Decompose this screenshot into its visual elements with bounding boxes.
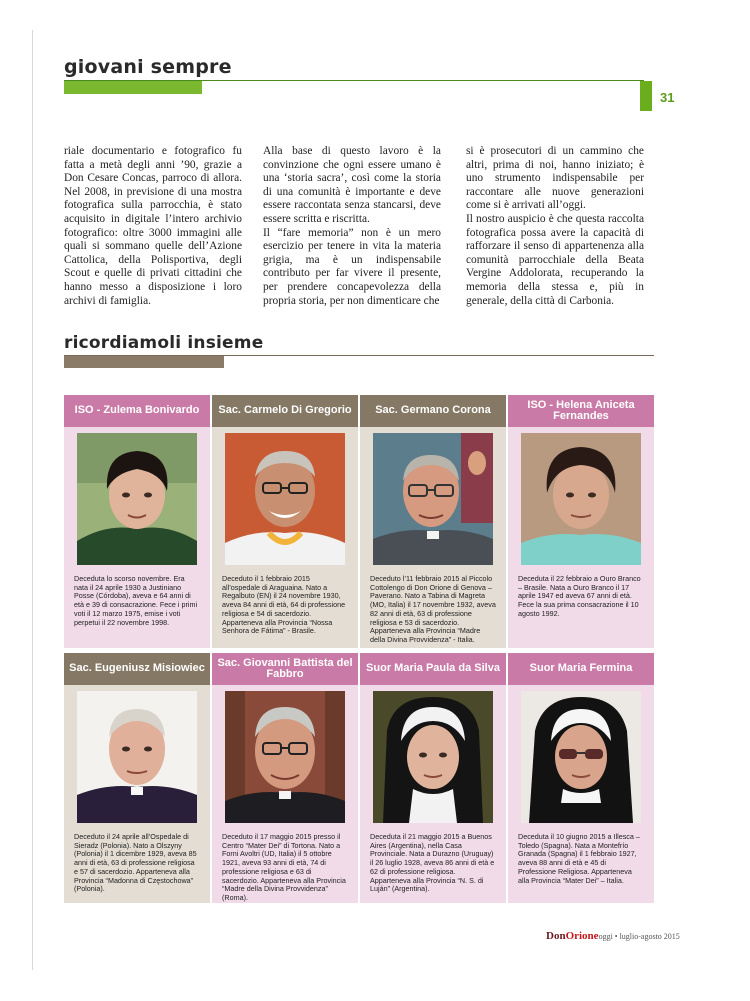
- memorial-card: [64, 395, 210, 648]
- intro-paragraph: si è prosecutori di un cammino che altri, prima di noi, hanno iniziato; è uno strumento indispensabile per raccontare alle nuove generazioni come si è arrivati all’oggi.: [466, 145, 644, 212]
- intro-column-1: [64, 145, 242, 308]
- memorial-card: [64, 653, 210, 903]
- card-name: Sac. Eugeniusz Misiowiec: [64, 653, 210, 685]
- card-bio: Deceduto il 24 aprile all’Ospedale di Sieradz (Polonia). Nato a Olszyny (Polonia) il 1 dicembre 1929, aveva 85 anni di età, 63 di professione religiosa e 57 di sacerdozio. Apparteneva alla Provincia “Madonna di Częstochowa” (Polonia).: [74, 832, 197, 894]
- memorial-card: [212, 395, 358, 648]
- card-name: Sac. Giovanni Battista del Fabbro: [212, 653, 358, 685]
- brand-orione: Orione: [565, 930, 599, 942]
- portrait-photo: [225, 691, 345, 823]
- intro-column-3: [466, 145, 644, 308]
- section-title: giovani sempre: [64, 56, 232, 78]
- portrait-photo: [521, 433, 641, 565]
- intro-paragraph: Alla base di questo lavoro è la convinzione che ogni essere umano è una ‘storia sacra’, così come la storia di una comunità è importante e deve essere raccontata senza stancarsi, deve essere scritta e riscritta.: [263, 145, 441, 225]
- portrait-photo: [373, 691, 493, 823]
- portrait-photo: [373, 433, 493, 565]
- portrait-photo: [521, 691, 641, 823]
- card-bio: Deceduta il 10 giugno 2015 a Illesca – Toledo (Spagna). Nata a Montefrío Granada (Spagna) il 1 febbraio 1927, aveva 88 anni di età e 45 di Professione Religiosa. Apparteneva alla Provincia “Mater Dei” – Italia.: [518, 832, 640, 885]
- magazine-brand: [546, 930, 680, 942]
- section-title-ricordiamoli: ricordiamoli insieme: [64, 333, 264, 353]
- card-bio: Deceduto il 1 febbraio 2015 all’ospedale di Araguaina. Nato a Regalbuto (EN) il 24 novembre 1930, aveva 84 anni di età, 64 di professione religiosa e 54 di sacerdozio. Apparteneva alla Provincia “Nossa Senhora de Fátima” - Brasile.: [222, 574, 346, 636]
- page-number: 31: [660, 90, 675, 105]
- card-name: Suor Maria Paula da Silva: [360, 653, 506, 685]
- memorial-card: [360, 653, 506, 903]
- card-bio: Deceduto l’11 febbraio 2015 al Piccolo Cottolengo di Don Orione di Genova – Paverano. Nato a Tabina di Magreta (MO, Italia) il 17 novembre 1932, aveva 82 anni di età, 63 di professione religiosa e 53 di sacerdozio. Apparteneva alla Provincia “Madre della Divina Provvidenza” - Italia.: [370, 574, 496, 644]
- title-accent-bar: [64, 81, 202, 94]
- card-name: Sac. Carmelo Di Gregorio: [212, 395, 358, 427]
- intro-paragraph: Il nostro auspicio è che questa raccolta fotografica possa avere la capacità di rafforzare il senso di appartenenza alla comunità parrocchiale della Beata Vergine Addolorata, recuperando la memoria della stessa e, più in generale, della città di Carbonia.: [466, 212, 644, 307]
- memorial-card: [508, 653, 654, 903]
- section-accent-bar: [64, 356, 224, 368]
- intro-paragraph: Il “fare memoria” non è un mero esercizio per tenere in vita la materia grigia, ma è un indispensabile contributo per far vivere il presente, per prendere concapevolezza della propria storia, per non dimenticare che: [263, 226, 441, 307]
- card-bio: Deceduta lo scorso novembre. Era nata il 24 aprile 1930 a Justiniano Posse (Córdoba), aveva e 64 anni di età e 39 di consacrazione. Fece i primi voti il 12 marzo 1975, emise i voti perpetui il 22 novembre 1998.: [74, 574, 198, 627]
- card-bio: Deceduto il 17 maggio 2015 presso il Centro “Mater Dei” di Tortona. Nato a Forni Avoltri (UD, Italia) il 5 ottobre 1921, aveva 93 anni di età, 74 di professione religiosa e 63 di sacerdozio. Apparteneva alla Provincia “Madre della Divina Provvidenza” (Roma).: [222, 832, 346, 902]
- portrait-photo: [77, 691, 197, 823]
- page-margin-line: [32, 30, 33, 970]
- card-name: Suor Maria Fermina: [508, 653, 654, 685]
- card-name: Sac. Germano Corona: [360, 395, 506, 427]
- memorial-card: [212, 653, 358, 903]
- card-name: ISO - Zulema Bonivardo: [64, 395, 210, 427]
- intro-paragraph: riale documentario e fotografico fu fatta a metà degli anni ’90, grazie a Don Cesare Concas, parroco di allora. Nel 2008, in previsione di una mostra fotografica sulla parrocchia, è stato acquisito in digitale l’intero archivio fotografico: oltre 3000 immagini alle quali si sommano quelle dell’Azione Cattolica, della Polisportiva, degli Scout e quelle di privati cittadini che hanno messo a disposizione i loro archivi di famiglia.: [64, 145, 242, 307]
- memorial-card: [360, 395, 506, 648]
- page-number-marker: [640, 81, 652, 111]
- memorial-card: [508, 395, 654, 648]
- portrait-photo: [225, 433, 345, 565]
- brand-don: Don: [546, 930, 566, 942]
- issue-date: oggi • luglio-agosto 2015: [598, 932, 680, 941]
- memorial-cards: [64, 395, 654, 905]
- card-bio: Deceduta il 21 maggio 2015 a Buenos Aires (Argentina), nella Casa Provinciale. Nata a Durazno (Uruguay) il 26 luglio 1928, aveva 86 anni di età e 62 di professione religiosa. Apparteneva alla Provincia “N. S. di Luján” (Argentina).: [370, 832, 495, 894]
- intro-column-2: [263, 145, 441, 308]
- portrait-photo: [77, 433, 197, 565]
- card-name: ISO - Helena Aniceta Fernandes: [508, 395, 654, 427]
- card-bio: Deceduta il 22 febbraio a Ouro Branco – Brasile. Nata a Ouro Branco il 17 aprile 1947 ed aveva 67 anni di età. Fece la sua prima consacrazione il 10 agosto 1992.: [518, 574, 641, 618]
